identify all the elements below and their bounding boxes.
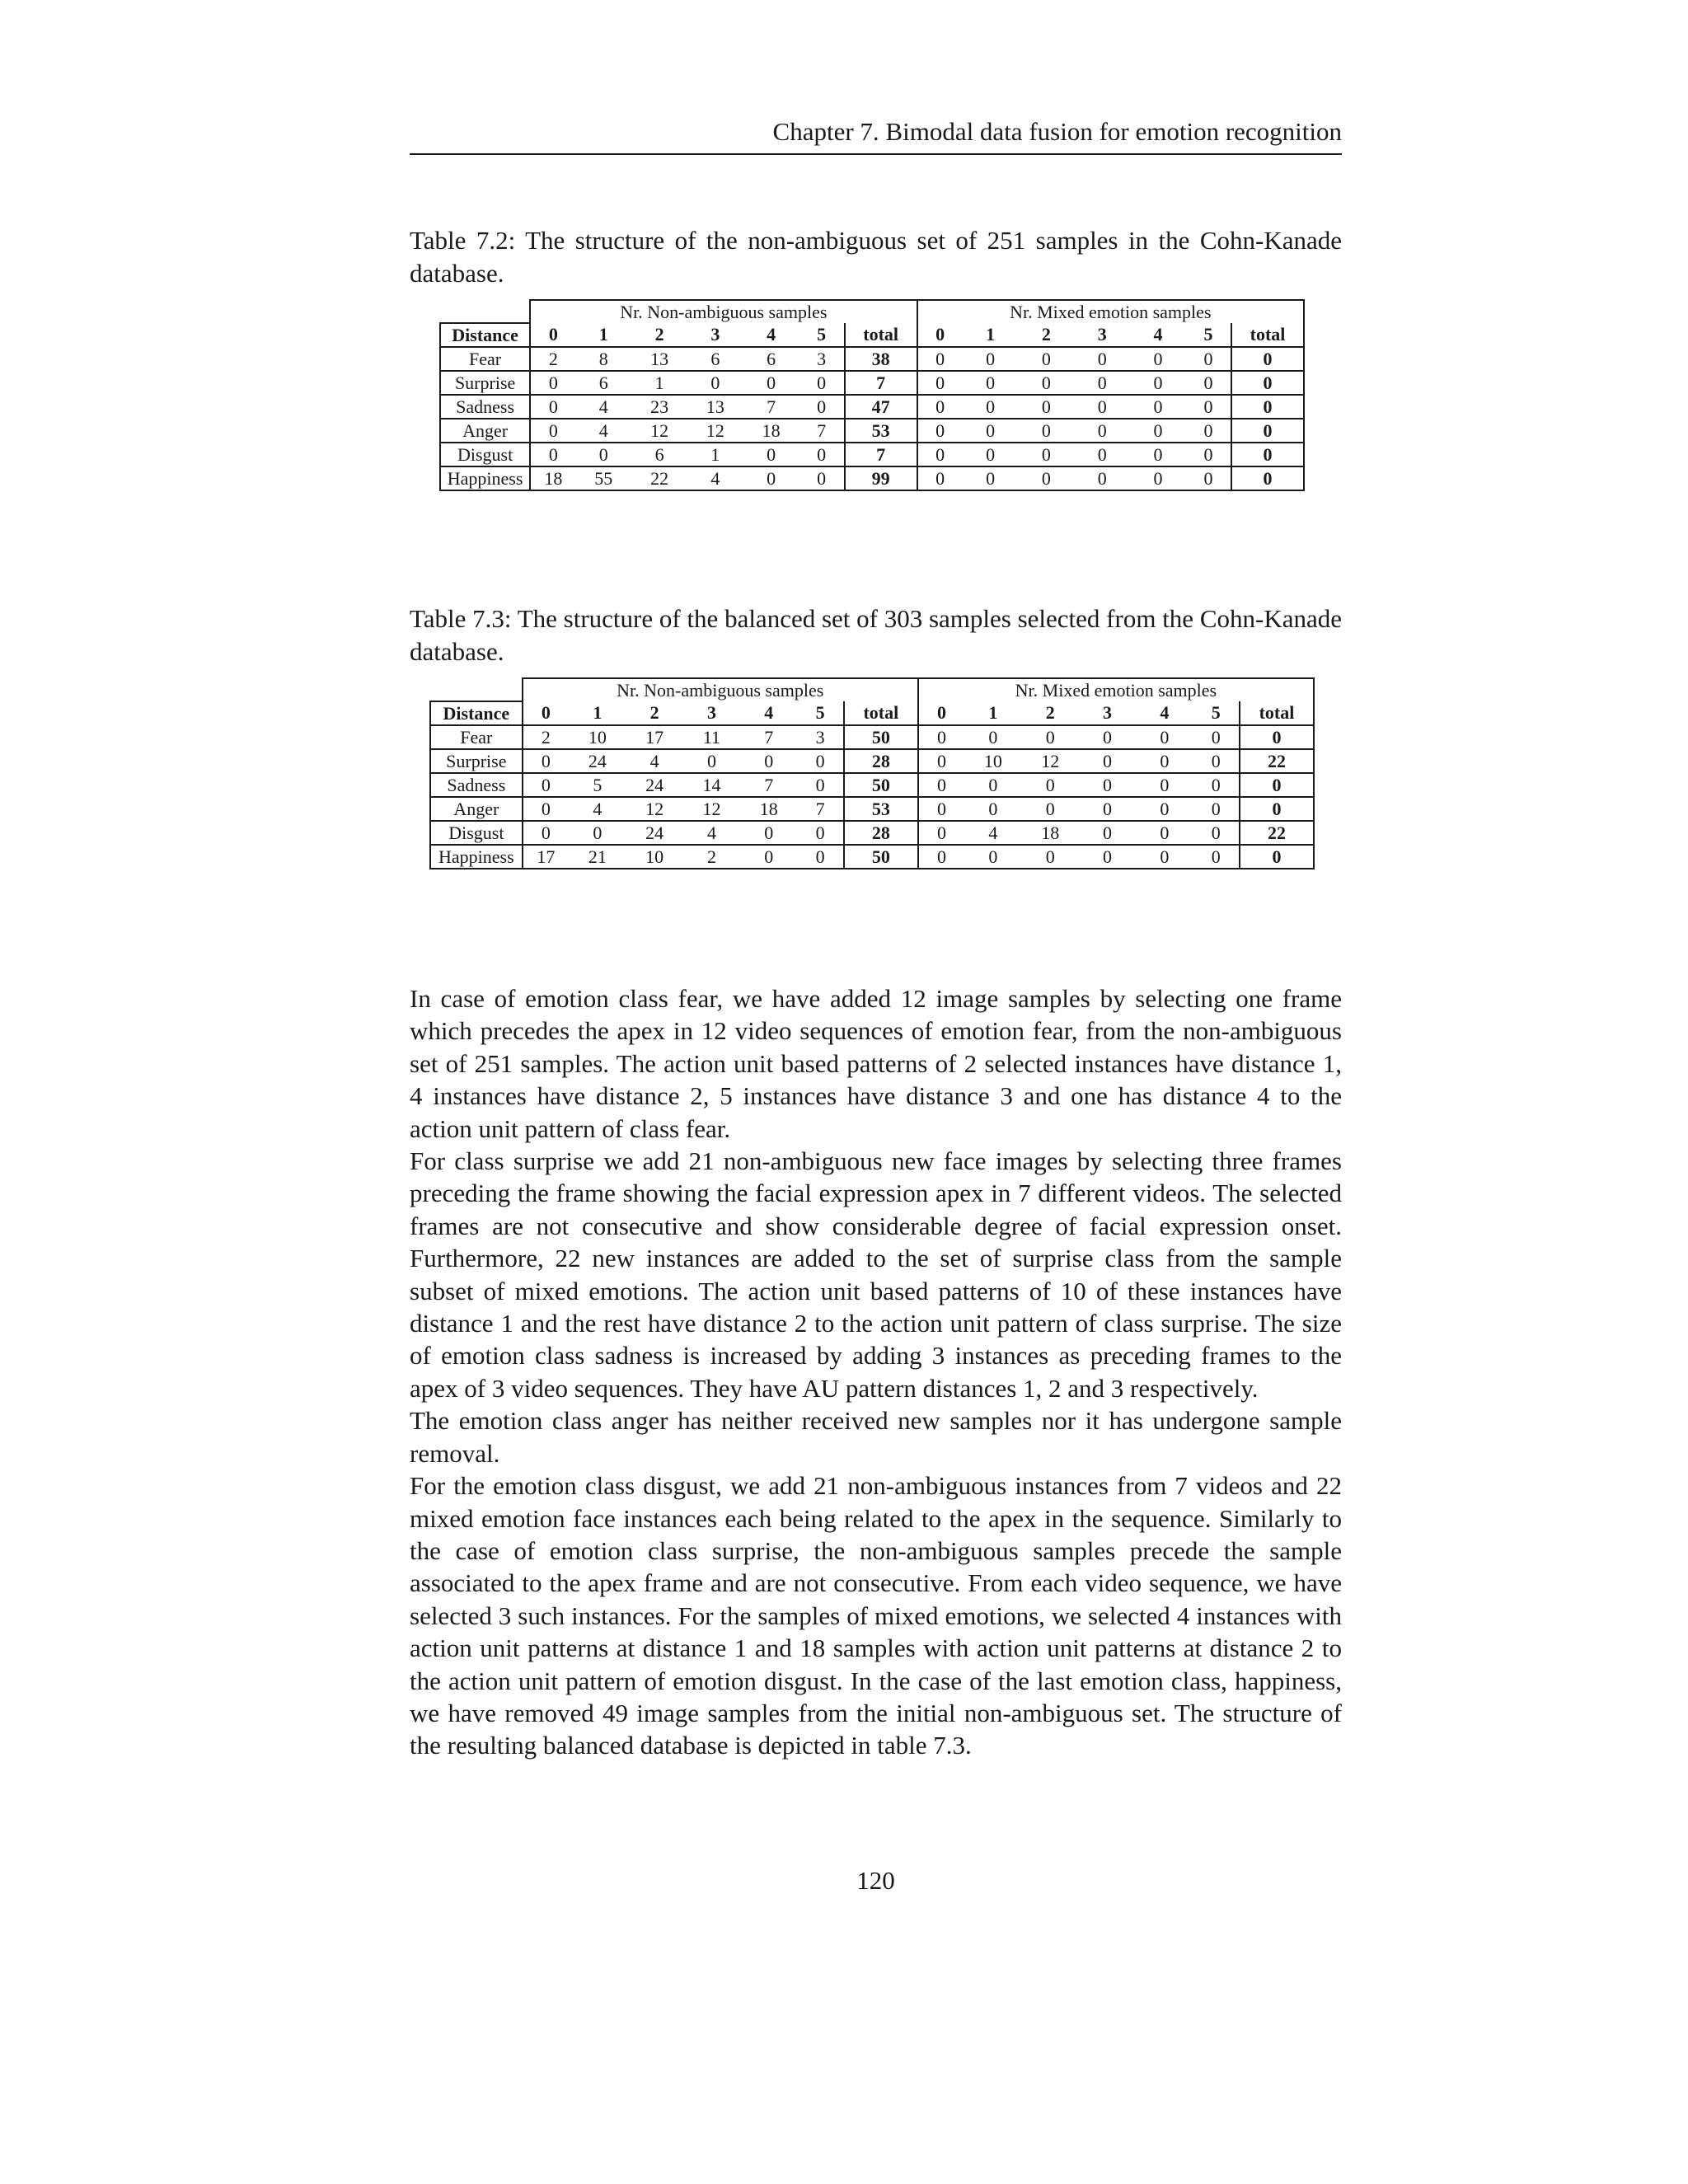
table-cell: 99 xyxy=(845,466,917,490)
table-cell: 6 xyxy=(575,371,631,395)
table-cell: 0 xyxy=(1019,443,1075,466)
table-cell: 6 xyxy=(687,347,743,371)
column-header: 0 xyxy=(917,323,963,347)
table-cell: 7 xyxy=(845,371,917,395)
column-header-row xyxy=(440,323,1304,347)
row-label: Anger xyxy=(440,419,530,443)
table-cell: 0 xyxy=(1079,845,1136,869)
column-header: 0 xyxy=(918,701,964,725)
table-cell: 10 xyxy=(626,845,682,869)
column-header: 1 xyxy=(575,323,631,347)
table-cell: 18 xyxy=(743,419,799,443)
column-header: 5 xyxy=(797,701,843,725)
column-header: total xyxy=(845,323,917,347)
row-label: Fear xyxy=(440,347,530,371)
column-header: 1 xyxy=(963,323,1019,347)
row-label: Surprise xyxy=(430,749,523,773)
table-cell: 0 xyxy=(918,725,964,749)
table-cell: 50 xyxy=(844,773,918,797)
table-cell: 0 xyxy=(1130,395,1186,419)
table-cell: 0 xyxy=(964,725,1021,749)
table-caption-7-3: Table 7.3: The structure of the balanced set of 303 samples selected from the Cohn-Kanade database. xyxy=(410,604,1342,666)
table-cell: 0 xyxy=(1136,725,1193,749)
table-cell: 0 xyxy=(917,419,963,443)
table-cell: 7 xyxy=(743,395,799,419)
table-cell: 18 xyxy=(530,466,575,490)
table-cell: 5 xyxy=(569,773,626,797)
table-cell: 53 xyxy=(845,419,917,443)
table-cell: 0 xyxy=(918,749,964,773)
row-label: Surprise xyxy=(440,371,530,395)
table-cell: 0 xyxy=(1074,371,1130,395)
table-cell: 0 xyxy=(799,371,844,395)
table-row xyxy=(440,419,1304,443)
table-cell: 8 xyxy=(575,347,631,371)
table-caption-7-2: Table 7.2: The structure of the non-ambiguous set of 251 samples in the Cohn-Kanade database. xyxy=(410,226,1342,288)
group-header-mixed: Nr. Mixed emotion samples xyxy=(917,300,1304,323)
header-blank-cell xyxy=(430,678,523,701)
table-cell: 0 xyxy=(1240,773,1314,797)
table-cell: 0 xyxy=(740,749,797,773)
table-cell: 0 xyxy=(743,466,799,490)
column-header: total xyxy=(1240,701,1314,725)
table-cell: 0 xyxy=(917,443,963,466)
table-cell: 17 xyxy=(626,725,682,749)
table-7-2 xyxy=(439,299,1305,491)
table-cell: 0 xyxy=(963,419,1019,443)
table-cell: 0 xyxy=(1231,443,1304,466)
table-cell: 28 xyxy=(844,821,918,845)
table-cell: 12 xyxy=(631,419,687,443)
table-row xyxy=(440,443,1304,466)
row-label: Sadness xyxy=(430,773,523,797)
table-cell: 21 xyxy=(569,845,626,869)
table-cell: 17 xyxy=(523,845,569,869)
group-header-mixed: Nr. Mixed emotion samples xyxy=(918,678,1314,701)
column-header: 1 xyxy=(569,701,626,725)
table-cell: 0 xyxy=(964,773,1021,797)
column-header-distance: Distance xyxy=(430,701,523,725)
row-label: Sadness xyxy=(440,395,530,419)
table-cell: 4 xyxy=(687,466,743,490)
table-cell: 0 xyxy=(1019,466,1075,490)
table-cell: 13 xyxy=(687,395,743,419)
table-cell: 0 xyxy=(1074,443,1130,466)
table-cell: 0 xyxy=(963,466,1019,490)
table-row xyxy=(440,395,1304,419)
table-cell: 0 xyxy=(799,466,844,490)
table-row xyxy=(430,821,1314,845)
table-cell: 0 xyxy=(917,466,963,490)
page-number: 120 xyxy=(856,1866,895,1895)
table-cell: 0 xyxy=(1079,821,1136,845)
table-cell: 0 xyxy=(1079,797,1136,821)
column-header: 0 xyxy=(530,323,575,347)
column-header: 3 xyxy=(683,701,740,725)
row-label: Fear xyxy=(430,725,523,749)
column-header: total xyxy=(1231,323,1304,347)
column-header: 1 xyxy=(964,701,1021,725)
table-cell: 0 xyxy=(1231,466,1304,490)
table-cell: 55 xyxy=(575,466,631,490)
table-cell: 0 xyxy=(575,443,631,466)
table-cell: 4 xyxy=(964,821,1021,845)
table-cell: 18 xyxy=(740,797,797,821)
table-cell: 47 xyxy=(845,395,917,419)
column-header: 0 xyxy=(523,701,569,725)
table-cell: 2 xyxy=(523,725,569,749)
row-label: Disgust xyxy=(440,443,530,466)
table-cell: 10 xyxy=(964,749,1021,773)
table-cell: 0 xyxy=(530,419,575,443)
table-cell: 0 xyxy=(523,821,569,845)
running-header: Chapter 7. Bimodal data fusion for emotion recognition xyxy=(410,115,1342,155)
row-label: Anger xyxy=(430,797,523,821)
group-header-row xyxy=(430,678,1314,701)
table-cell: 0 xyxy=(1136,797,1193,821)
table-cell: 12 xyxy=(1022,749,1079,773)
table-cell: 0 xyxy=(530,395,575,419)
table-cell: 0 xyxy=(523,797,569,821)
table-cell: 0 xyxy=(1130,419,1186,443)
table-cell: 0 xyxy=(740,845,797,869)
table-cell: 0 xyxy=(530,371,575,395)
table-cell: 0 xyxy=(1136,845,1193,869)
table-cell: 0 xyxy=(1193,797,1240,821)
table-cell: 0 xyxy=(1019,347,1075,371)
table-row xyxy=(430,725,1314,749)
table-cell: 0 xyxy=(1079,773,1136,797)
column-header-distance: Distance xyxy=(440,323,530,347)
table-cell: 0 xyxy=(1231,371,1304,395)
table-cell: 0 xyxy=(1130,347,1186,371)
column-header: 4 xyxy=(1136,701,1193,725)
table-cell: 12 xyxy=(687,419,743,443)
table-cell: 0 xyxy=(797,821,843,845)
table-cell: 1 xyxy=(631,371,687,395)
table-row xyxy=(430,797,1314,821)
table-cell: 0 xyxy=(918,821,964,845)
table-cell: 4 xyxy=(575,419,631,443)
table-row xyxy=(440,371,1304,395)
table-cell: 10 xyxy=(569,725,626,749)
table-cell: 38 xyxy=(845,347,917,371)
header-blank-cell xyxy=(440,300,530,323)
table-cell: 7 xyxy=(740,725,797,749)
table-cell: 0 xyxy=(1022,773,1079,797)
table-cell: 6 xyxy=(743,347,799,371)
column-header: 4 xyxy=(743,323,799,347)
column-header: 5 xyxy=(1186,323,1231,347)
group-header-row xyxy=(440,300,1304,323)
table-cell: 0 xyxy=(1136,749,1193,773)
table-cell: 23 xyxy=(631,395,687,419)
table-cell: 0 xyxy=(523,749,569,773)
table-cell: 0 xyxy=(1022,845,1079,869)
table-cell: 0 xyxy=(917,347,963,371)
column-header: 2 xyxy=(1019,323,1075,347)
paragraph-surprise-sadness: For class surprise we add 21 non-ambiguous new face images by selecting three frames preceding the frame showing the facial expression apex in 7 different videos. The selected frames are not consecutive and show considerable degree of facial expression onset. Furthermore, 22 new instances are added to the set of surprise class from the sample subset of mixed emotions. The action unit based patterns of 10 of these instances have distance 1 and the rest have distance 2 to the action unit pattern of class surprise. The size of emotion class sadness is increased by adding 3 instances as preceding frames to the apex of 3 video sequences. They have AU pattern distances 1, 2 and 3 respectively. xyxy=(410,1146,1342,1403)
table-cell: 2 xyxy=(683,845,740,869)
table-cell: 0 xyxy=(743,443,799,466)
table-cell: 0 xyxy=(1231,347,1304,371)
table-cell: 0 xyxy=(1240,797,1314,821)
table-cell: 0 xyxy=(683,749,740,773)
table-cell: 7 xyxy=(799,419,844,443)
table-cell: 7 xyxy=(845,443,917,466)
paragraph-fear: In case of emotion class fear, we have added 12 image samples by selecting one frame which precedes the apex in 12 video sequences of emotion fear, from the non-ambiguous set of 251 samples. The action unit based patterns of 2 selected instances have distance 1, 4 instances have distance 2, 5 instances have distance 3 and one has distance 4 to the action unit pattern of class fear. xyxy=(410,984,1342,1143)
table-cell: 0 xyxy=(687,371,743,395)
table-cell: 0 xyxy=(1193,821,1240,845)
table-cell: 0 xyxy=(1193,773,1240,797)
table-cell: 4 xyxy=(569,797,626,821)
table-cell: 0 xyxy=(964,797,1021,821)
table-cell: 0 xyxy=(743,371,799,395)
table-cell: 24 xyxy=(569,749,626,773)
table-row xyxy=(430,845,1314,869)
table-cell: 24 xyxy=(626,773,682,797)
column-header: 4 xyxy=(740,701,797,725)
table-cell: 24 xyxy=(626,821,682,845)
table-cell: 28 xyxy=(844,749,918,773)
table-row xyxy=(430,749,1314,773)
table-cell: 18 xyxy=(1022,821,1079,845)
column-header: 4 xyxy=(1130,323,1186,347)
table-cell: 0 xyxy=(797,749,843,773)
table-cell: 3 xyxy=(797,725,843,749)
table-cell: 6 xyxy=(631,443,687,466)
table-cell: 0 xyxy=(740,821,797,845)
table-cell: 0 xyxy=(1019,419,1075,443)
table-cell: 0 xyxy=(1186,395,1231,419)
table-cell: 0 xyxy=(1130,466,1186,490)
table-cell: 0 xyxy=(799,395,844,419)
table-cell: 0 xyxy=(963,371,1019,395)
table-cell: 0 xyxy=(1074,466,1130,490)
table-cell: 7 xyxy=(740,773,797,797)
column-header: 3 xyxy=(1079,701,1136,725)
table-cell: 0 xyxy=(1240,725,1314,749)
table-cell: 0 xyxy=(918,845,964,869)
table-cell: 12 xyxy=(626,797,682,821)
table-cell: 0 xyxy=(917,395,963,419)
table-cell: 4 xyxy=(575,395,631,419)
table-cell: 0 xyxy=(530,443,575,466)
table-cell: 13 xyxy=(631,347,687,371)
table-cell: 0 xyxy=(1136,773,1193,797)
table-cell: 14 xyxy=(683,773,740,797)
table-cell: 0 xyxy=(1186,347,1231,371)
table-cell: 12 xyxy=(683,797,740,821)
table-cell: 0 xyxy=(1074,419,1130,443)
table-cell: 1 xyxy=(687,443,743,466)
table-cell: 22 xyxy=(1240,821,1314,845)
table-cell: 0 xyxy=(1022,725,1079,749)
row-label: Disgust xyxy=(430,821,523,845)
table-cell: 0 xyxy=(917,371,963,395)
table-7-3 xyxy=(429,677,1315,869)
column-header: total xyxy=(844,701,918,725)
group-header-non-ambiguous: Nr. Non-ambiguous samples xyxy=(530,300,917,323)
table-row xyxy=(440,347,1304,371)
table-cell: 0 xyxy=(963,443,1019,466)
table-cell: 0 xyxy=(523,773,569,797)
table-cell: 0 xyxy=(918,773,964,797)
table-cell: 0 xyxy=(1231,419,1304,443)
table-cell: 0 xyxy=(1019,395,1075,419)
table-cell: 22 xyxy=(631,466,687,490)
table-cell: 50 xyxy=(844,845,918,869)
table-cell: 0 xyxy=(964,845,1021,869)
paragraph-disgust-happiness: For the emotion class disgust, we add 21 non-ambiguous instances from 7 videos and 22 mixed emotion face instances each being related to the apex in the sequence. Similarly to the case of emotion class surprise, the non-ambiguous samples precede the sample associated to the apex frame and are not consecutive. From each video sequence, we have selected 3 such instances. For the samples of mixed emotions, we selected 4 instances with action unit patterns at distance 1 and 18 samples with action unit patterns at distance 2 to the action unit pattern of emotion disgust. In the case of the last emotion class, happiness, we have removed 49 image samples from the initial non-ambiguous set. The structure of the resulting balanced database is depicted in table 7.3. xyxy=(410,1471,1342,1760)
table-cell: 0 xyxy=(1240,845,1314,869)
table-cell: 0 xyxy=(569,821,626,845)
table-cell: 0 xyxy=(1022,797,1079,821)
table-cell: 50 xyxy=(844,725,918,749)
row-label: Happiness xyxy=(440,466,530,490)
body-text xyxy=(410,982,1342,1762)
table-row xyxy=(440,466,1304,490)
table-cell: 0 xyxy=(1079,749,1136,773)
column-header: 5 xyxy=(799,323,844,347)
table-cell: 0 xyxy=(1231,395,1304,419)
table-row xyxy=(430,773,1314,797)
table-cell: 0 xyxy=(1186,371,1231,395)
table-cell: 0 xyxy=(963,395,1019,419)
row-label: Happiness xyxy=(430,845,523,869)
column-header: 3 xyxy=(687,323,743,347)
column-header: 2 xyxy=(1022,701,1079,725)
table-cell: 0 xyxy=(1074,395,1130,419)
table-cell: 0 xyxy=(1130,443,1186,466)
table-cell: 2 xyxy=(530,347,575,371)
column-header: 2 xyxy=(631,323,687,347)
table-cell: 0 xyxy=(963,347,1019,371)
table-cell: 4 xyxy=(626,749,682,773)
table-cell: 7 xyxy=(797,797,843,821)
table-cell: 0 xyxy=(797,773,843,797)
table-cell: 22 xyxy=(1240,749,1314,773)
table-cell: 0 xyxy=(1193,749,1240,773)
table-cell: 0 xyxy=(1130,371,1186,395)
column-header: 2 xyxy=(626,701,682,725)
column-header-row xyxy=(430,701,1314,725)
column-header: 3 xyxy=(1074,323,1130,347)
table-cell: 0 xyxy=(1186,443,1231,466)
table-cell: 0 xyxy=(1019,371,1075,395)
table-cell: 11 xyxy=(683,725,740,749)
table-cell: 0 xyxy=(1079,725,1136,749)
group-header-non-ambiguous: Nr. Non-ambiguous samples xyxy=(523,678,918,701)
table-cell: 0 xyxy=(1186,466,1231,490)
table-cell: 0 xyxy=(918,797,964,821)
table-cell: 0 xyxy=(797,845,843,869)
table-cell: 4 xyxy=(683,821,740,845)
table-cell: 0 xyxy=(1136,821,1193,845)
table-cell: 53 xyxy=(844,797,918,821)
table-cell: 0 xyxy=(799,443,844,466)
paragraph-anger: The emotion class anger has neither received new samples nor it has undergone sample removal. xyxy=(410,1406,1342,1468)
table-cell: 0 xyxy=(1074,347,1130,371)
table-cell: 0 xyxy=(1193,725,1240,749)
table-cell: 0 xyxy=(1186,419,1231,443)
table-cell: 0 xyxy=(1193,845,1240,869)
column-header: 5 xyxy=(1193,701,1240,725)
table-cell: 3 xyxy=(799,347,844,371)
